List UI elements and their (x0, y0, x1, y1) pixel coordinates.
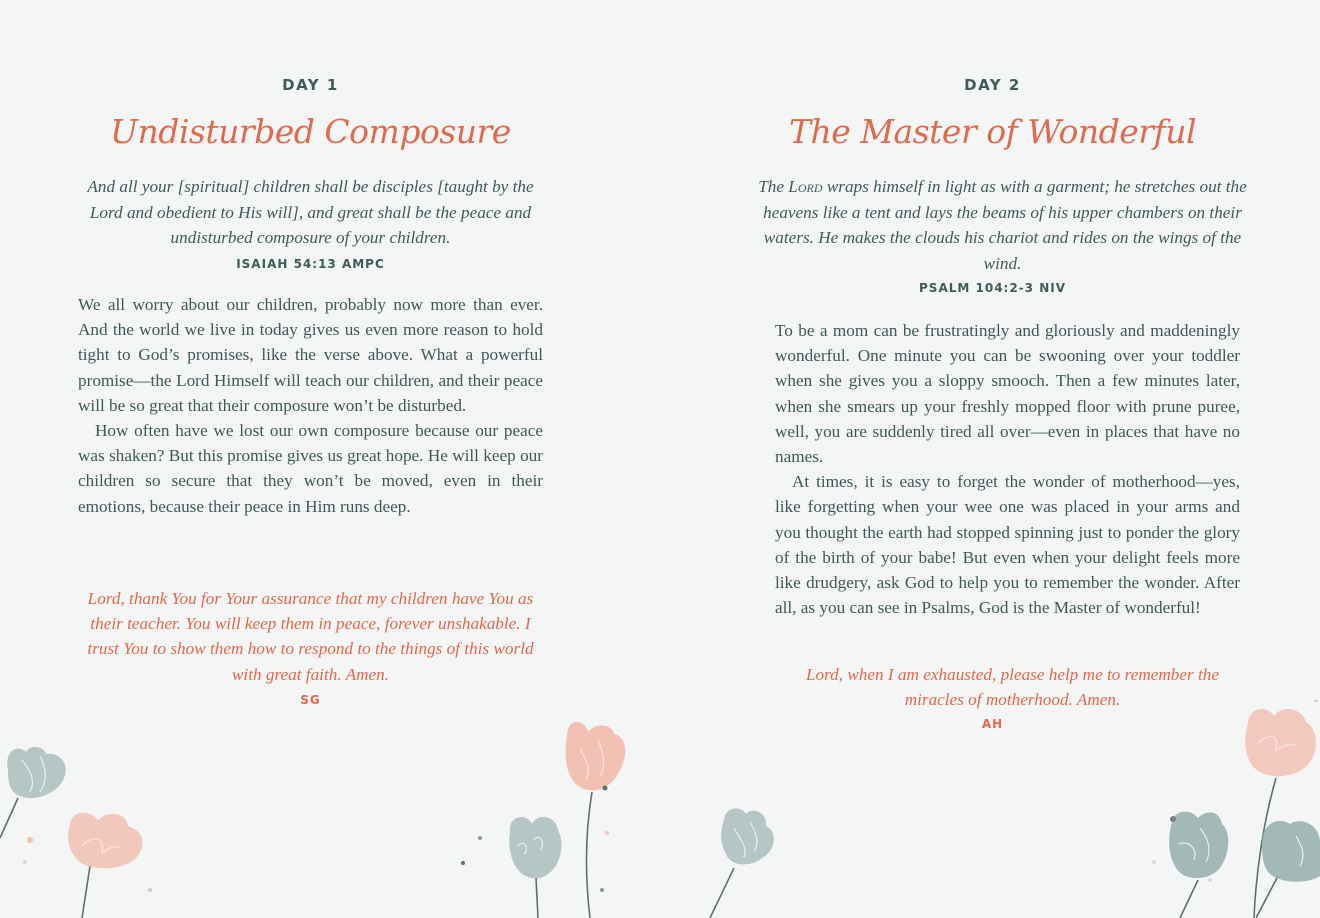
verse-reference: ISAIAH 54:13 AMPC (236, 257, 385, 271)
dot-decoration-icon (20, 822, 60, 882)
devotion-body (78, 292, 543, 519)
dot-decoration-icon (460, 780, 640, 900)
dot-decoration-icon (140, 880, 160, 900)
devotion-title: The Master of Wonderful (788, 112, 1197, 151)
tulip-flower-icon (62, 808, 162, 918)
prayer-text: Lord, thank You for Your assurance that my children have You as their teacher. You will keep them in peace, forever unshakable. I trust You to show them how to respond to the things of this world with great faith. Amen. (87, 589, 534, 684)
scripture-verse (755, 174, 1250, 276)
body-paragraph: We all worry about our children, probably now more than ever. And the world we live in today gives us even more reason to hold tight to God’s promises, like the verse above. What a powerful promise—the Lord Himself will teach our children, and their peace will be so great that their composure won’t be disturbed. (78, 295, 543, 415)
page-day-1 (0, 0, 640, 918)
scripture-verse: And all your [spiritual] children shall be disciples [taught by the Lord and obedient to His will], and great shall be the peace and undisturbed composure of your children. (87, 177, 534, 247)
author-initials: AH (981, 717, 1004, 731)
body-paragraph: To be a mom can be frustratingly and gloriously and maddeningly wonderful. One minute you can be swooning over your toddler when she gives you a sloppy smooch. Then a few minutes later, when she smears up your freshly mopped floor with prune puree, well, you are suddenly tired all over—even in places that have no names. (775, 321, 1240, 467)
body-paragraph: At times, it is easy to forget the wonder of motherhood—yes, like forgetting when your wee one was placed in your arms and you thought the earth had stopped spinning just to ponder the glory of the birth of your babe! But even when your delight feels more like drudgery, ask God to help you to remember the wonder. After all, as you can see in Psalms, God is the Master of wonderful! (775, 472, 1240, 618)
verse-prefix: The (758, 177, 789, 196)
verse-lord: Lord (788, 177, 823, 196)
verse-reference: PSALM 104:2-3 NIV (919, 281, 1066, 295)
day-label: DAY 1 (282, 76, 339, 94)
prayer-text: Lord, when I am exhausted, please help me to remember the miracles of motherhood. Amen. (805, 665, 1220, 710)
devotion-body (775, 318, 1240, 620)
devotion-title: Undisturbed Composure (110, 112, 511, 151)
tulip-flower-icon (700, 800, 790, 918)
page-day-2 (680, 0, 1320, 918)
verse-rest: wraps himself in light as with a garment; he stretches out the heavens like a tent and lays the beams of his upper chambers on their waters. He makes the clouds his chariot and rides on the wings of the wind. (763, 177, 1247, 273)
body-paragraph: How often have we lost our own composure because our peace was shaken? But this promise gives us great hope. He will keep our children so secure that they won’t be moved, even in their emotions, because their peace in Him runs deep. (78, 421, 543, 516)
day-label: DAY 2 (964, 76, 1021, 94)
author-initials: SG (300, 693, 321, 707)
dot-decoration-icon (1150, 700, 1320, 900)
